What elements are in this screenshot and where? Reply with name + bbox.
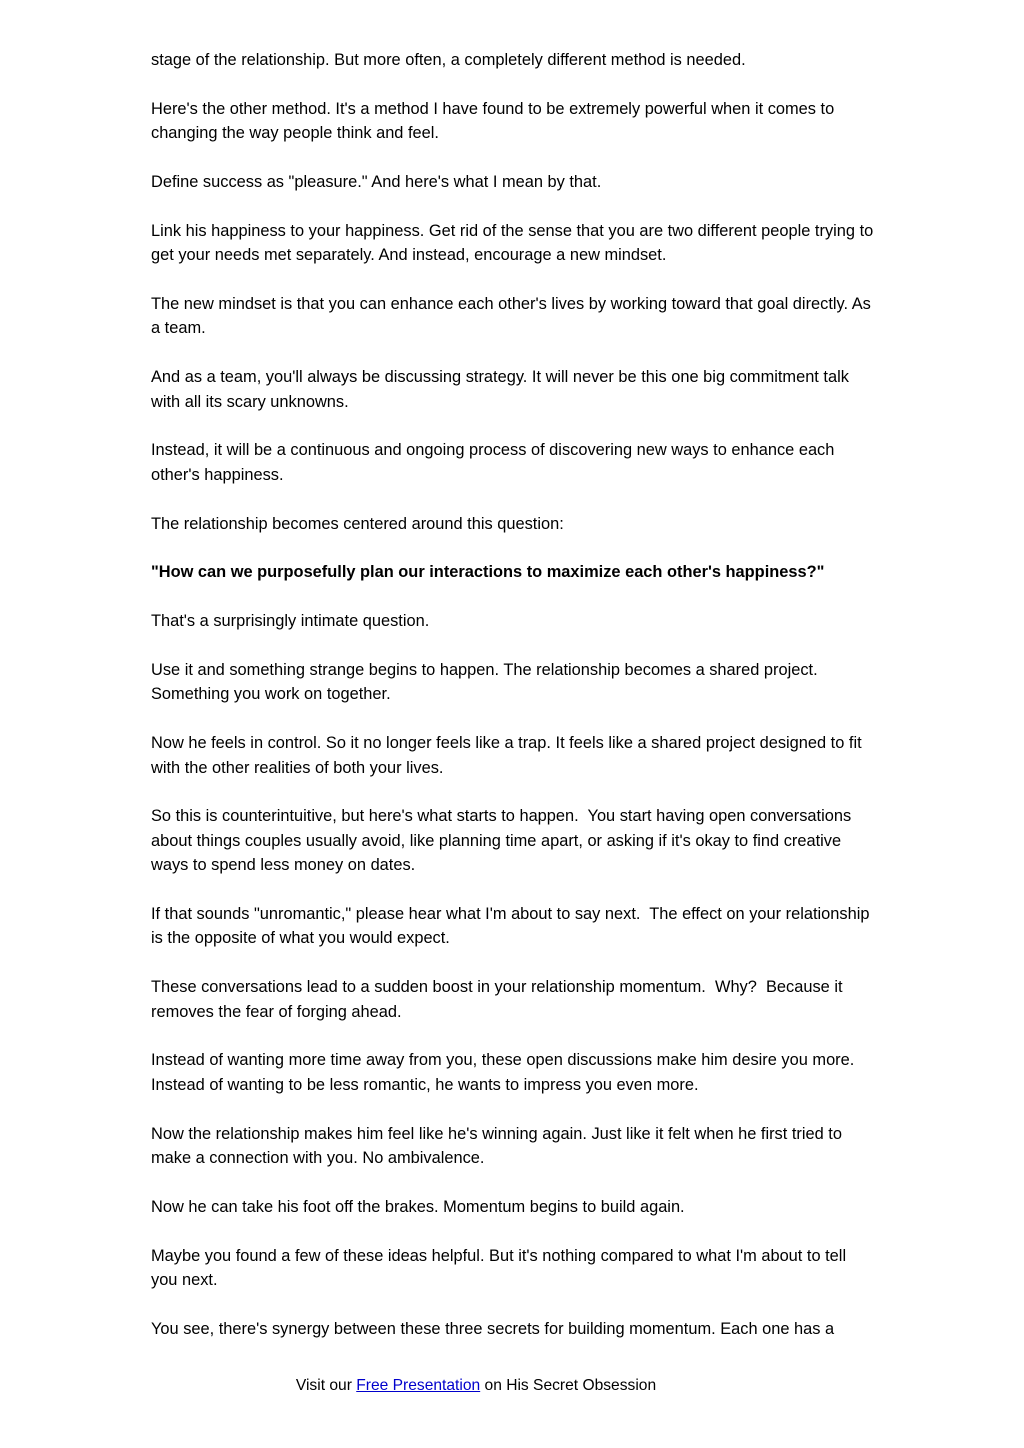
footer-suffix: on His Secret Obsession <box>480 1377 657 1394</box>
key-question: "How can we purposefully plan our interactions to maximize each other's happiness?" <box>151 563 825 582</box>
paragraph: These conversations lead to a sudden boost in your relationship momentum. Why? Because it removes the fear of forging ahead. <box>151 978 848 1021</box>
page-footer <box>0 1374 952 1398</box>
paragraph: stage of the relationship. But more often, a completely different method is needed. <box>151 51 746 69</box>
paragraph: Instead, it will be a continuous and ongoing process of discovering new ways to enhance each other's happiness. <box>151 441 839 484</box>
paragraph: Now he feels in control. So it no longer feels like a trap. It feels like a shared project designed to fit with the other realities of both your lives. <box>151 734 867 777</box>
paragraph: And as a team, you'll always be discussing strategy. It will never be this one big commitment talk with all its scary unknowns. <box>151 368 854 411</box>
paragraph: So this is counterintuitive, but here's what starts to happen. You start having open conversations about things couples usually avoid, like planning time apart, or asking if it's okay to find creative ways to spend less money on dates. <box>151 807 856 875</box>
paragraph: Define success as "pleasure." And here's what I mean by that. <box>151 173 602 191</box>
paragraph: If that sounds "unromantic," please hear what I'm about to say next. The effect on your relationship is the opposite of what you would expect. <box>151 905 875 948</box>
paragraph: Use it and something strange begins to happen. The relationship becomes a shared project. Something you work on together. <box>151 661 823 704</box>
paragraph: Now he can take his foot off the brakes. Momentum begins to build again. <box>151 1197 685 1216</box>
paragraph: You see, there's synergy between these three secrets for building momentum. Each one has a <box>151 1319 835 1338</box>
paragraph: Now the relationship makes him feel like he's winning again. Just like it felt when he first tried to make a connection with you. No ambivalence. <box>151 1124 847 1168</box>
footer-prefix: Visit our <box>295 1377 357 1394</box>
paragraph: Maybe you found a few of these ideas helpful. But it's nothing compared to what I'm about to tell you next. <box>151 1246 851 1290</box>
paragraph: The new mindset is that you can enhance each other's lives by working toward that goal directly. As a team. <box>151 295 876 338</box>
paragraph: That's a surprisingly intimate question. <box>151 612 430 631</box>
paragraph: Here's the other method. It's a method I have found to be extremely powerful when it comes to changing the way people think and feel. <box>151 99 839 143</box>
paragraph: Instead of wanting more time away from you, these open discussions make him desire you more. Instead of wanting to be less romantic, he wants to impress you even more. <box>151 1051 864 1094</box>
paragraph: Link his happiness to your happiness. Get rid of the sense that you are two different people trying to get your needs met separately. And instead, encourage a new mindset. <box>151 221 878 265</box>
free-presentation-link[interactable]: Free Presentation <box>356 1377 481 1394</box>
document-body <box>151 48 878 1366</box>
paragraph: The relationship becomes centered around this question: <box>151 514 564 533</box>
